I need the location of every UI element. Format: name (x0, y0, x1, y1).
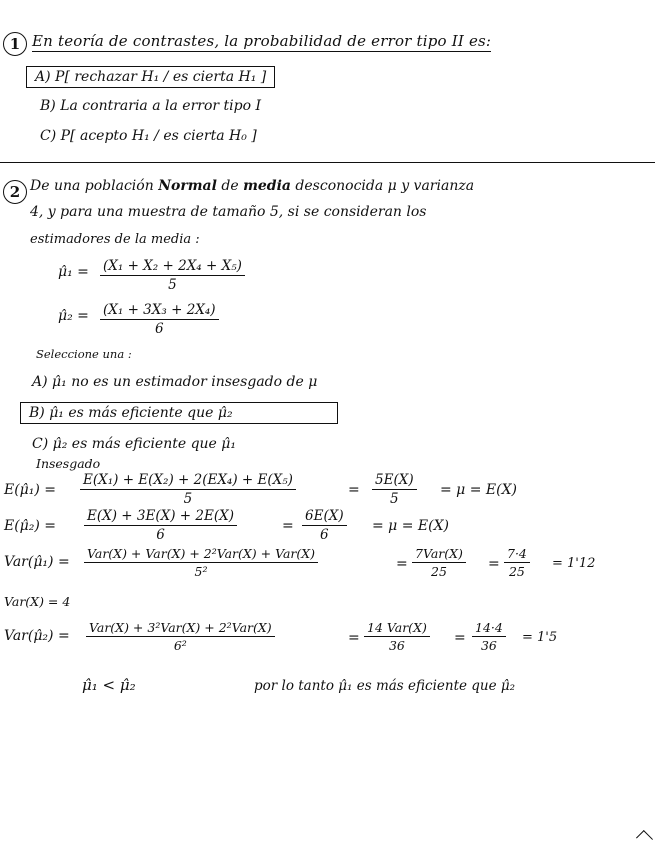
question-1-title-text: En teoría de contrastes, la probabilidad de error tipo II es: (32, 32, 492, 50)
q1-option-c-text: P[ acepto H₁ / es cierta H₀ ] (60, 128, 257, 144)
variance-2-equals: = (348, 630, 360, 646)
q2-option-c[interactable] (32, 436, 236, 452)
expectation-1-equals: = (348, 482, 360, 498)
estimator-1-fraction (100, 258, 245, 293)
var-x-given: Var(X) = 4 (4, 594, 71, 609)
q2-option-b[interactable] (20, 402, 338, 424)
estimator-2-denominator: 6 (154, 321, 164, 337)
q2-line1-post: desconocida μ y varianza (295, 178, 475, 194)
variance-2-result: = 1'5 (522, 630, 558, 645)
variance-1-equals: = (396, 556, 408, 572)
expectation-1-numerator: E(X₁) + E(X₂) + 2(EX₄) + E(X₅) (80, 472, 296, 490)
estimator-2-fraction (100, 302, 219, 337)
q2-option-c-letter: C) (32, 436, 49, 452)
q2-option-c-text: μ̂₂ es más eficiente que μ̂₁ (52, 436, 237, 452)
expectation-2-numerator: E(X) + 3E(X) + 2E(X) (84, 508, 237, 526)
conclusion-text: por lo tanto μ̂₁ es más eficiente que μ̂₂ (254, 678, 516, 694)
variance-1-denominator-3: 25 (508, 564, 525, 579)
q2-statement-line-1 (30, 178, 474, 194)
variance-2-numerator-2: 14 Var(X) (364, 620, 430, 637)
variance-2-denominator-2: 36 (388, 638, 405, 653)
question-1-title (32, 32, 491, 50)
q2-line1-normal: Normal (158, 178, 217, 194)
insesgado-label: Insesgado (36, 456, 101, 471)
q1-option-c-letter: C) (40, 128, 57, 144)
variance-2-numerator-3: 14·4 (472, 620, 506, 637)
q2-line1-media: media (243, 178, 291, 194)
q2-option-a[interactable] (32, 374, 317, 390)
variance-2-numerator: Var(X) + 3²Var(X) + 2²Var(X) (86, 620, 275, 637)
variance-1-result: = 1'12 (552, 556, 596, 571)
q2-line1-mid: de (221, 178, 239, 194)
variance-2-equals-2: = (454, 630, 466, 646)
expectation-2-fraction (84, 508, 237, 543)
question-2-number: 2 (3, 180, 27, 204)
q2-option-a-text: μ̂₁ no es un estimador insesgado de μ (52, 374, 318, 390)
q2-line1-pre: De una población (30, 178, 154, 194)
variance-1-denominator-2: 25 (431, 564, 447, 579)
q1-option-a[interactable] (26, 66, 275, 88)
estimator-2-lhs: μ̂₂ = (58, 308, 89, 324)
variance-1-numerator-3: 7·4 (504, 546, 530, 563)
variance-2-fraction-3 (472, 620, 506, 653)
expectation-2-rhs: = μ = E(X) (372, 518, 450, 534)
estimator-1-numerator: (X₁ + X₂ + 2X₄ + X₅) (100, 258, 245, 276)
q2-statement-line-2: 4, y para una muestra de tamaño 5, si se consideran los (30, 204, 427, 220)
estimator-1-lhs: μ̂₁ = (58, 264, 89, 280)
expectation-2-lhs: E(μ̂₂) = (4, 518, 57, 534)
q1-option-b-text: La contraria a la error tipo I (60, 98, 262, 114)
q1-option-b[interactable] (40, 98, 261, 114)
variance-2-fraction-2 (364, 620, 430, 653)
expectation-1-rhs: = μ = E(X) (440, 482, 518, 498)
variance-1-numerator-2: 7Var(X) (412, 546, 466, 563)
variance-2-fraction (86, 620, 275, 653)
expectation-1-fraction-2 (372, 472, 417, 507)
q2-option-b-text: μ̂₁ es más eficiente que μ̂₂ (49, 405, 233, 421)
variance-1-denominator: 5² (194, 564, 208, 579)
expectation-1-lhs: E(μ̂₁) = (4, 482, 57, 498)
q1-option-a-text: P[ rechazar H₁ / es cierta H₁ ] (55, 69, 267, 85)
expectation-1-fraction (80, 472, 296, 507)
expectation-2-denominator: 6 (156, 527, 165, 543)
page-corner-mark (636, 830, 653, 847)
q2-option-a-letter: A) (32, 374, 48, 390)
expectation-1-numerator-2: 5E(X) (372, 472, 417, 490)
expectation-2-fraction-2 (302, 508, 347, 543)
variance-2-denominator: 6² (173, 638, 187, 653)
variance-2-denominator-3: 36 (480, 638, 497, 653)
estimator-1-denominator: 5 (168, 277, 177, 293)
variance-1-numerator: Var(X) + Var(X) + 2²Var(X) + Var(X) (84, 546, 318, 563)
estimator-2-numerator: (X₁ + 3X₃ + 2X₄) (100, 302, 219, 320)
conclusion-comparison: μ̂₁ < μ̂₂ (82, 676, 136, 694)
question-1-number: 1 (3, 32, 27, 56)
expectation-2-equals: = (282, 518, 294, 534)
q1-option-a-letter: A) (35, 69, 51, 85)
q1-option-c[interactable] (40, 128, 257, 144)
select-one-label: Seleccione una : (36, 347, 132, 361)
expectation-2-numerator-2: 6E(X) (302, 508, 347, 526)
variance-1-fraction (84, 546, 318, 579)
variance-1-fraction-3 (504, 546, 530, 579)
variance-2-lhs: Var(μ̂₂) = (4, 628, 70, 644)
q1-option-b-letter: B) (40, 98, 56, 114)
variance-1-fraction-2 (412, 546, 466, 579)
question-divider (0, 162, 655, 163)
q2-statement-line-3: estimadores de la media : (30, 232, 200, 247)
variance-1-lhs: Var(μ̂₁) = (4, 554, 70, 570)
q2-option-b-letter: B) (29, 405, 45, 421)
expectation-1-denominator: 5 (183, 491, 193, 507)
expectation-2-denominator-2: 6 (320, 527, 329, 543)
variance-1-equals-2: = (488, 556, 500, 572)
expectation-1-denominator-2: 5 (390, 491, 399, 507)
